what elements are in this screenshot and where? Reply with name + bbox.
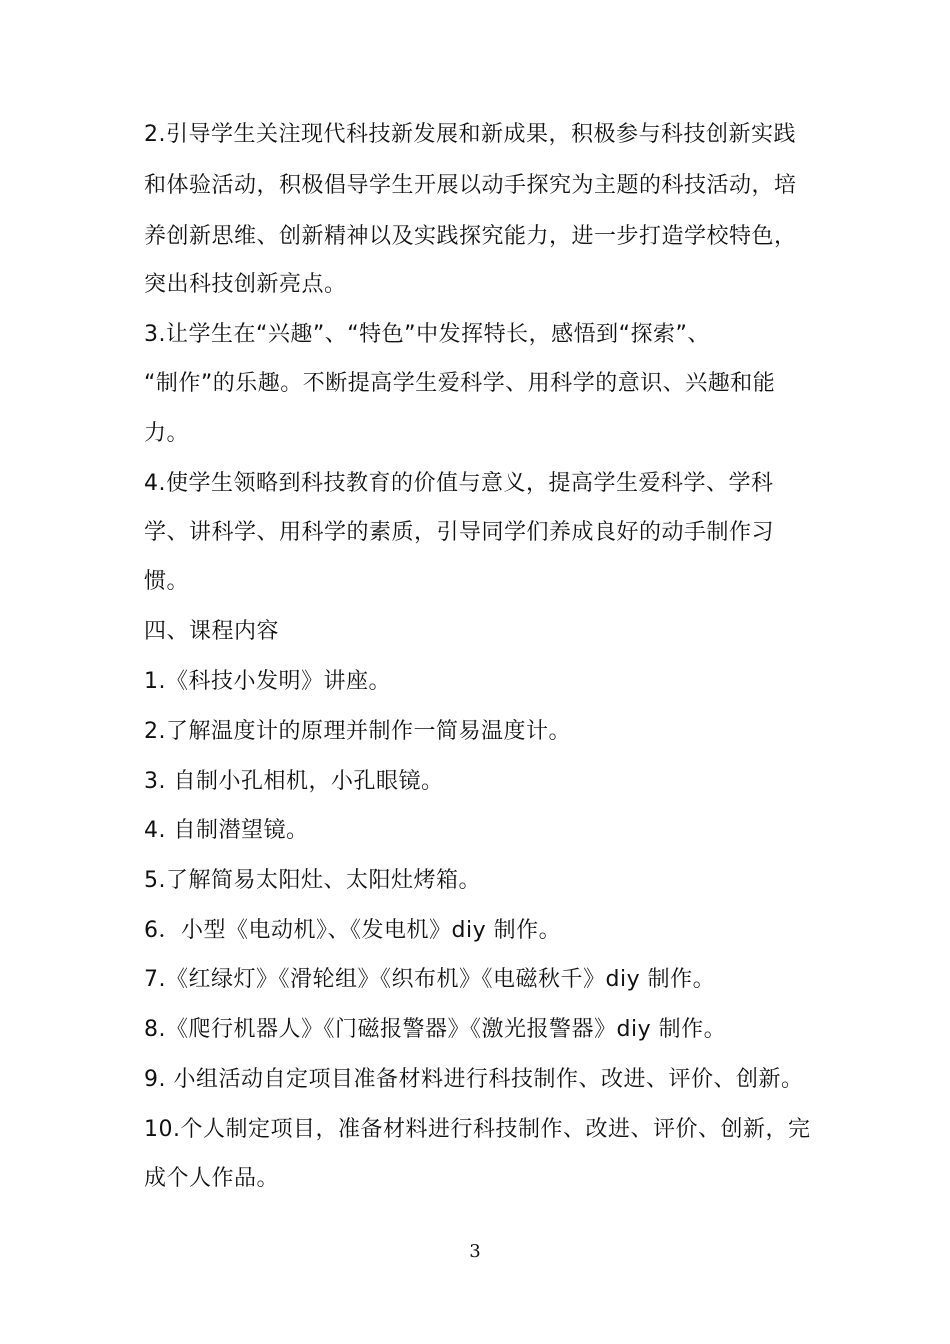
course-item-2: 2.了解温度计的原理并制作一简易温度计。 [144,719,571,744]
paragraph-4-line-1: 4.使学生领略到科技教育的价值与意义，提高学生爱科学、学科 [144,471,774,496]
paragraph-3-line-3: 力。 [144,421,190,446]
course-item-9: 9. 小组活动自定项目准备材料进行科技制作、改进、评价、创新。 [144,1067,804,1092]
paragraph-3-line-1: 3.让学生在“兴趣”、“特色”中发挥特长，感悟到“探索”、 [144,322,710,347]
paragraph-4-line-3: 惯。 [144,569,190,594]
paragraph-2-line-1: 2.引导学生关注现代科技新发展和新成果，积极参与科技创新实践 [144,122,796,147]
course-item-10-line-1: 10.个人制定项目，准备材料进行科技制作、改进、评价、创新，完 [144,1117,811,1142]
course-item-4: 4. 自制潜望镜。 [144,818,309,843]
paragraph-2-line-2: 和体验活动，积极倡导学生开展以动手探究为主题的科技活动，培 [144,173,797,198]
course-item-6: 6．小型《电动机》、《发电机》diy 制作。 [144,918,562,943]
paragraph-2-line-4: 突出科技创新亮点。 [144,272,347,297]
paragraph-2-line-3: 养创新思维、创新精神以及实践探究能力，进一步打造学校特色， [144,224,797,249]
course-item-5: 5.了解简易太阳灶、太阳灶烤箱。 [144,868,481,893]
page-number: 3 [469,1241,481,1262]
course-item-7: 7.《红绿灯》《滑轮组》《织布机》《电磁秋千》diy 制作。 [144,967,716,992]
course-item-3: 3. 自制小孔相机，小孔眼镜。 [144,769,444,794]
course-item-8: 8.《爬行机器人》《门磁报警器》《激光报警器》diy 制作。 [144,1017,727,1042]
course-item-10-line-2: 成个人作品。 [144,1166,280,1191]
section-heading: 四、课程内容 [144,619,280,644]
course-item-1: 1.《科技小发明》讲座。 [144,669,391,694]
paragraph-3-line-2: “制作”的乐趣。不断提高学生爱科学、用科学的意识、兴趣和能 [144,371,776,396]
paragraph-4-line-2: 学、讲科学、用科学的素质，引导同学们养成良好的动手制作习 [144,520,775,545]
